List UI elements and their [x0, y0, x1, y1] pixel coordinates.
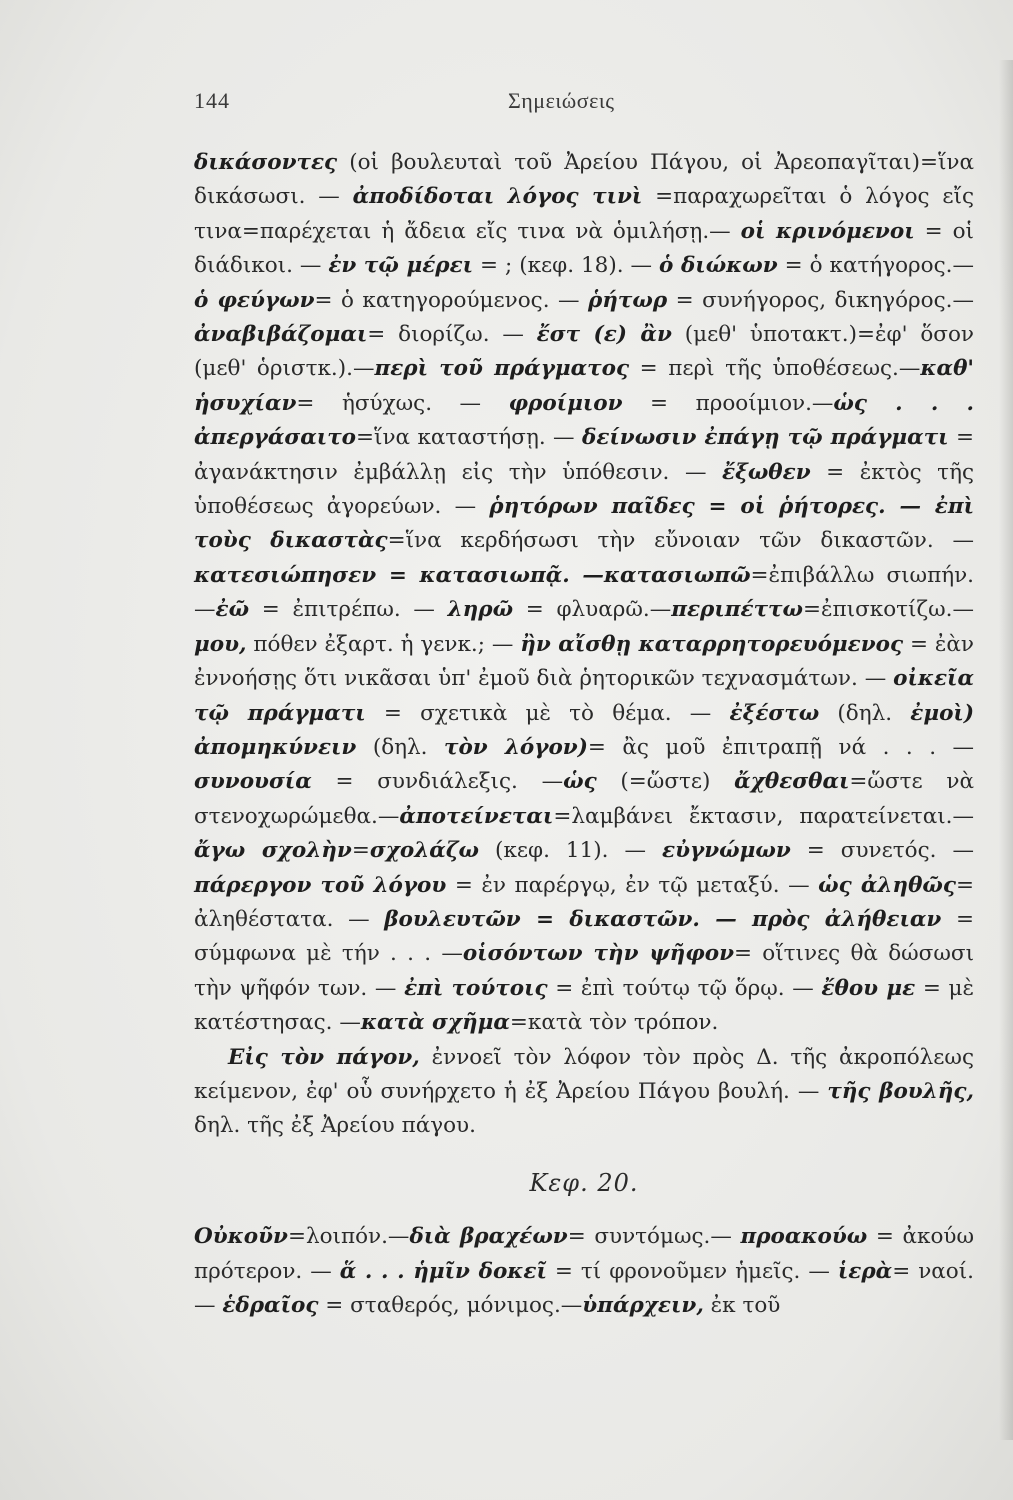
lemma-term: δικάσοντες: [194, 150, 338, 175]
gloss-text: =παραχωρεῖται ὁ λόγος εἴς τινα=παρέχεται ἡ ἄδεια εἴς τινα νὰ ὁμιλήσῃ.—: [194, 184, 974, 244]
notes-paragraph-2: [194, 1041, 974, 1144]
lemma-term: πάρεργον τοῦ λόγου: [194, 872, 447, 898]
gloss-text: = ὁ κατηγορούμενος. —: [314, 287, 588, 313]
lemma-term: ἐν τῷ μέρει: [328, 253, 474, 279]
lemma-term: βουλευτῶν = δικαστῶν. — πρὸς ἀλήθειαν: [384, 906, 942, 932]
lemma-term: ἀναβιβάζομαι: [194, 322, 368, 348]
gloss-text: (κεφ. 11). —: [479, 838, 663, 864]
lemma-term: ὑπάρχειν,: [582, 1293, 704, 1318]
gloss-text: (δηλ.: [819, 700, 911, 726]
gloss-text: = τί φρονοῦμεν ἡμεῖς. —: [546, 1258, 838, 1284]
lemma-term: ἐῶ: [215, 597, 250, 623]
lemma-term: ἢν αἴσθῃ καταρρητορευόμενος: [520, 631, 904, 657]
gloss-text: = ἂς μοῦ ἐπιτραπῇ νά . . . —: [587, 734, 975, 760]
lemma-term: μου,: [194, 631, 247, 657]
gloss-text: = μὲ κατέστησας. —: [194, 975, 974, 1036]
gloss-text: ἐκ τοῦ: [703, 1293, 781, 1318]
lemma-term: εὐγνώμων: [662, 838, 791, 864]
lemma-term: περὶ τοῦ πράγματος: [374, 356, 630, 382]
lemma-term: κατὰ σχῆμα: [360, 1010, 510, 1036]
gloss-text: = διορίζω. —: [367, 322, 537, 348]
lemma-term: προακούω: [740, 1224, 868, 1250]
gloss-text: = ἀγανάκτησιν ἐμβάλλῃ εἰς τὴν ὑπόθεσιν. —: [194, 425, 975, 485]
lemma-term: ῥητόρων παῖδες = οἱ ῥήτορες. — ἐπὶ τοὺς δικαστὰς: [194, 494, 975, 554]
gloss-text: = συνήγορος, δικηγόρος.—: [667, 287, 974, 313]
running-title: Σημειώσεις: [508, 88, 615, 113]
gloss-text: =ἐπισκοτίζω.—: [802, 597, 974, 623]
lemma-term: ἔθου με: [821, 975, 916, 1001]
lemma-term: ὡς: [563, 769, 597, 795]
lemma-term: τῆς βουλῆς,: [827, 1078, 974, 1104]
lemma-term: διὰ βραχέων: [409, 1224, 568, 1250]
gloss-text: = οἵτινες θὰ δώσωσι τὴν ψῆφόν των. —: [194, 941, 974, 1001]
gloss-text: δηλ. τῆς ἐξ Ἀρείου πάγου.: [194, 1113, 476, 1139]
notes-paragraph-1: [194, 146, 974, 1041]
gloss-text: (=ὥστε): [596, 769, 735, 795]
lemma-term: ἐμοὶ) ἀπομηκύνειν: [194, 700, 974, 760]
gloss-text: = ; (κεφ. 18). —: [473, 253, 659, 279]
gloss-text: = προοίμιον.—: [622, 390, 834, 416]
gloss-text: =: [351, 838, 370, 864]
lemma-term: ῥήτωρ: [588, 287, 668, 313]
notes-body: [194, 146, 974, 1323]
lemma-term: συνουσία: [194, 769, 312, 795]
gloss-text: =λοιπόν.—: [287, 1224, 410, 1250]
lemma-term: δείνωσιν ἐπάγῃ τῷ πράγματι: [581, 425, 949, 451]
lemma-term: Εἰς τὸν πάγον,: [228, 1044, 420, 1070]
lemma-term: ἐξέστω: [729, 700, 820, 726]
lemma-term: τὸν λόγον): [443, 734, 588, 760]
lemma-term: ὁ διώκων: [659, 253, 778, 279]
lemma-term: ἅ . . . ἡμῖν δοκεῖ: [339, 1258, 547, 1284]
gloss-text: = ἐὰν ἐννοήσῃς ὅτι νικᾶσαι ὑπ' ἐμοῦ διὰ ῥητορικῶν τεχνασμάτων. —: [194, 631, 974, 692]
lemma-term: ἀποδίδοται λόγος τινὶ: [352, 184, 643, 210]
gloss-text: = ὁ κατήγορος.—: [777, 253, 974, 279]
gloss-text: = οἱ διάδικοι. —: [194, 218, 974, 279]
notes-paragraph-3: [194, 1220, 974, 1323]
lemma-term: περιπέττω: [671, 597, 803, 623]
gloss-text: = ἐπιτρέπω. —: [249, 597, 448, 623]
gloss-text: (οἱ βουλευταὶ τοῦ Ἀρείου Πάγου, οἱ Ἀρεοπαγῖται)=ἵνα δικάσωσι. —: [194, 150, 974, 210]
gloss-text: =κατὰ τὸν τρόπον.: [509, 1010, 719, 1036]
gloss-text: ἐννοεῖ τὸν λόφον τὸν πρὸς Δ. τῆς ἀκροπόλεως κείμενον, ἐφ' οὗ συνήρχετο ἡ ἐξ Ἀρείου Πάγου βουλή. —: [194, 1044, 974, 1104]
gloss-text: = περὶ τῆς ὑποθέσεως.—: [629, 356, 921, 382]
gloss-text: (δηλ.: [356, 734, 444, 760]
gloss-text: = ἡσύχως. —: [296, 390, 509, 416]
lemma-term: ἐπὶ τούτοις: [404, 975, 548, 1001]
page-number: 144: [194, 88, 230, 113]
gloss-text: πόθεν ἐξαρτ. ἡ γενκ.; —: [246, 631, 521, 657]
gloss-text: =λαμβάνει ἔκτασιν, παρατείνεται.—: [553, 803, 974, 829]
lemma-term: ἄγω σχολὴν: [194, 838, 352, 864]
gloss-text: = ἀκούω πρότερον. —: [194, 1224, 975, 1284]
gloss-text: = ναοί.—: [194, 1258, 975, 1318]
gloss-text: =ἵνα καταστήσῃ. —: [356, 425, 582, 451]
gloss-text: = συντόμως.—: [567, 1224, 741, 1250]
page-header: [194, 88, 974, 122]
gloss-text: =ἐπιβάλλω σιωπήν.—: [194, 562, 975, 623]
gloss-text: =ὥστε νὰ στενοχωρώμεθα.—: [194, 769, 975, 829]
lemma-term: ἔξωθεν: [722, 459, 811, 485]
page-edge-shadow: [999, 60, 1013, 1440]
lemma-term: οἰκεῖα τῷ πράγματι: [194, 666, 974, 726]
gloss-text: = σχετικὰ μὲ τὸ θέμα. —: [365, 700, 730, 726]
lemma-term: ὡς . . . ἀπεργάσαιτο: [194, 390, 974, 451]
gloss-text: = φλυαρῶ.—: [513, 597, 672, 623]
lemma-term: Οὐκοῦν: [194, 1224, 288, 1250]
gloss-text: = ἀληθέστατα. —: [194, 872, 974, 932]
lemma-term: σχολάζω: [369, 838, 480, 864]
lemma-term: ἄχθεσθαι: [734, 769, 850, 795]
lemma-term: ὁ φεύγων: [194, 287, 315, 313]
lemma-term: ἑδραῖος: [222, 1293, 319, 1318]
gloss-text: = σταθερός, μόνιμος.—: [318, 1293, 583, 1318]
gloss-text: (μεθ' ὑποτακτ.)=ἐφ' ὅσον (μεθ' ὁριστκ.).—: [194, 322, 974, 382]
gloss-text: = ἐκτὸς τῆς ὑποθέσεως ἀγορεύων. —: [194, 459, 974, 520]
lemma-term: καθ' ἡσυχίαν: [194, 356, 974, 416]
lemma-term: ἔστ (ε) ἂν: [536, 322, 672, 348]
gloss-text: = συνετός. —: [790, 838, 974, 864]
lemma-term: κατεσιώπησεν = κατασιωπᾷ. —κατασιωπῶ: [194, 562, 751, 588]
lemma-term: ὡς ἀληθῶς: [818, 872, 956, 898]
lemma-term: οἱσόντων τὴν ψῆφον: [462, 941, 734, 967]
gloss-text: = σύμφωνα μὲ τήν . . . —: [194, 906, 974, 967]
lemma-term: ληρῶ: [447, 597, 514, 623]
lemma-term: ἀποτείνεται: [399, 803, 554, 829]
gloss-text: = ἐπὶ τούτῳ τῷ ὅρῳ. —: [547, 975, 822, 1001]
chapter-heading: Κεφ. 20.: [529, 1168, 639, 1197]
lemma-term: φροίμιον: [508, 390, 623, 416]
gloss-text: =ἵνα κερδήσωσι τὴν εὔνοιαν τῶν δικαστῶν. —: [387, 528, 974, 554]
lemma-term: οἱ κρινόμενοι: [740, 218, 915, 244]
gloss-text: = ἐν παρέργῳ, ἐν τῷ μεταξύ. —: [446, 872, 819, 898]
lemma-term: ἱερὰ: [837, 1258, 893, 1284]
gloss-text: = συνδιάλεξις. —: [311, 769, 564, 795]
